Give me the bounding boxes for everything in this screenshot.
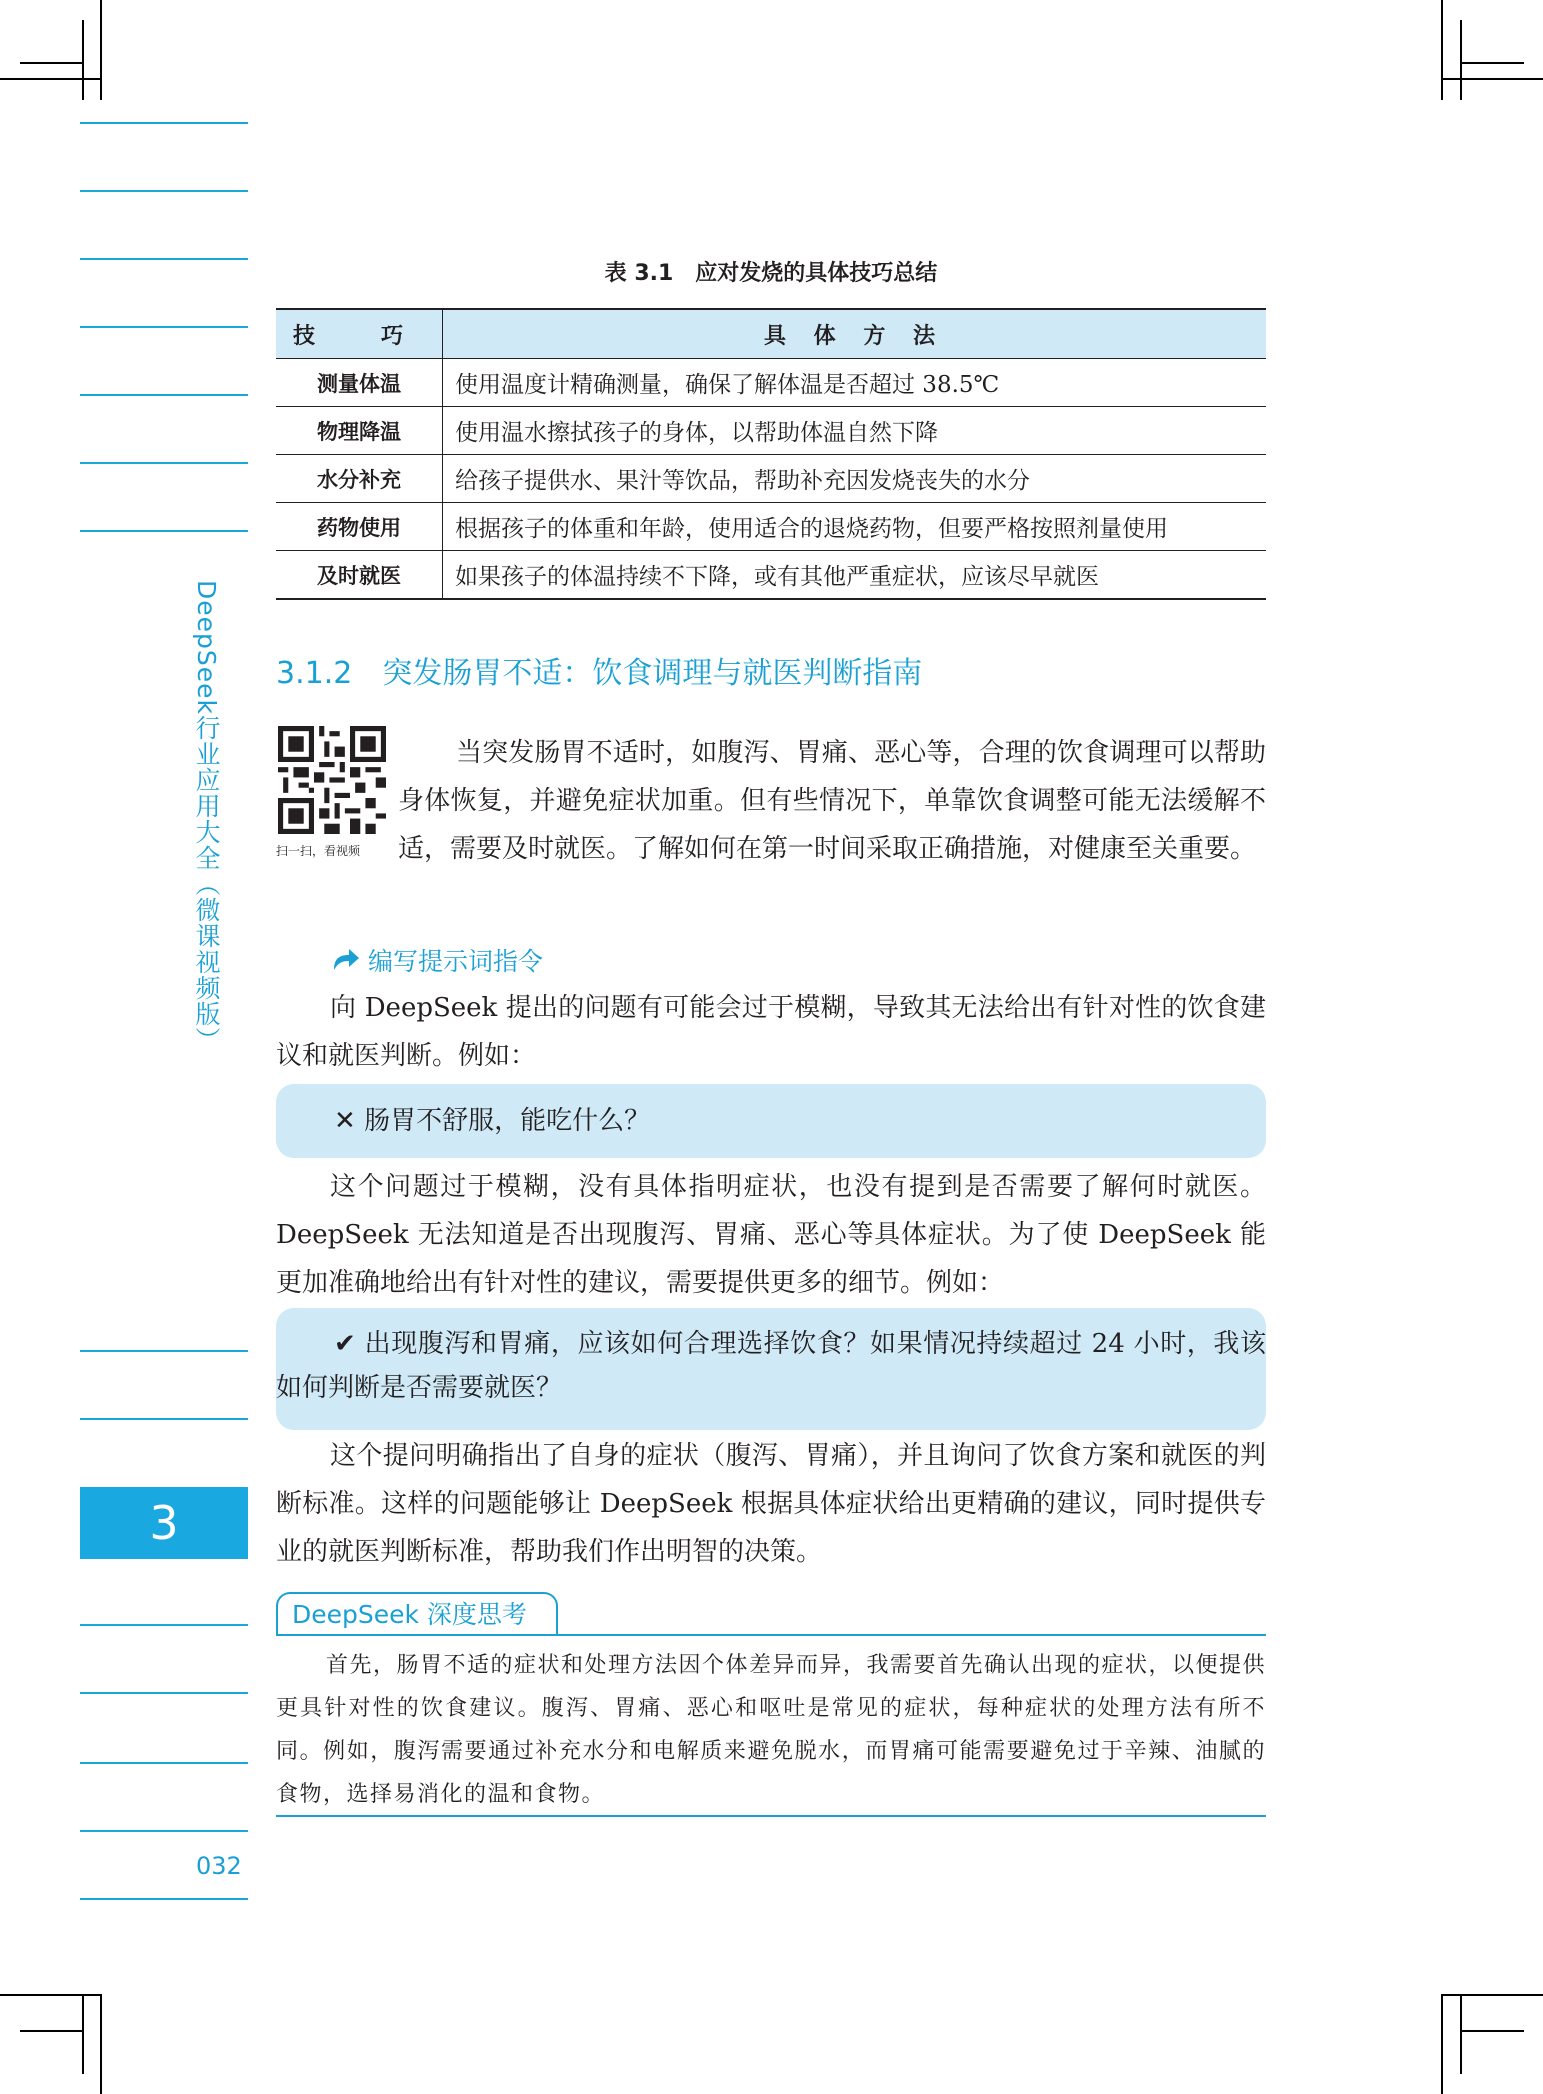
check-icon: ✔ [334, 1329, 356, 1359]
table-cell-method: 使用温度计精确测量，确保了解体温是否超过 38.5℃ [443, 359, 1267, 407]
crop-mark [1441, 1994, 1443, 2094]
table-row [276, 455, 1266, 503]
crop-mark [100, 1994, 102, 2094]
crop-mark [1460, 62, 1524, 64]
table-cell-tip: 药物使用 [276, 503, 443, 551]
qr-caption: 扫一扫，看视频 [276, 844, 361, 858]
margin-rule [80, 1830, 248, 1832]
qr-code-icon[interactable] [278, 726, 386, 834]
margin-rule [80, 1624, 248, 1626]
deep-think-top-rule [276, 1634, 1266, 1636]
page-number: 032 [196, 1852, 242, 1880]
crop-mark [0, 1994, 100, 1996]
paragraph-4 [276, 1432, 1266, 1576]
intro-paragraph [398, 729, 1266, 873]
paragraph-4-text: 这个提问明确指出了自身的症状（腹泻、胃痛），并且询问了饮食方案和就医的判断标准。这样的问题能够让 DeepSeek 根据具体症状给出更精确的建议，同时提供专业的就医判断标准，帮助我们作出明智的决策。 [276, 1441, 1266, 1567]
prompt-heading: 编写提示词指令 [368, 947, 544, 976]
tips-table [276, 308, 1266, 600]
bad-prompt [334, 1099, 650, 1143]
crop-mark [1460, 1994, 1462, 2074]
paragraph-2-text: 向 DeepSeek 提出的问题有可能会过于模糊，导致其无法给出有针对性的饮食建议和就医判断。例如： [276, 993, 1266, 1071]
deep-think-label: DeepSeek 深度思考 [276, 1592, 558, 1634]
margin-rule [80, 1350, 248, 1352]
good-prompt-text: 出现腹泻和胃痛，应该如何合理选择饮食？如果情况持续超过 24 小时，我该如何判断是否需要就医？ [276, 1329, 1267, 1403]
cross-icon: ✕ [334, 1106, 356, 1136]
crop-mark [20, 62, 84, 64]
crop-mark [82, 20, 84, 100]
chapter-number-tab: 3 [80, 1487, 248, 1559]
margin-rule [80, 1898, 248, 1900]
crop-mark [82, 1994, 84, 2074]
margin-rule [80, 1418, 248, 1420]
table-cell-tip: 水分补充 [276, 455, 443, 503]
deep-think-content: 首先，肠胃不适的症状和处理方法因个体差异而异，我需要首先确认出现的症状，以便提供更具针对性的饮食建议。腹泻、胃痛、恶心和呕吐是常见的症状，每种症状的处理方法有所不同。例如，腹泻需要通过补充水分和电解质来避免脱水，而胃痛可能需要避免过于辛辣、油腻的食物，选择易消化的温和食物。 [276, 1653, 1267, 1807]
table-cell-tip: 物理降温 [276, 407, 443, 455]
crop-mark [1460, 2030, 1524, 2032]
crop-mark [20, 2030, 84, 2032]
margin-rule [80, 1762, 248, 1764]
table-row [276, 407, 1266, 455]
crop-mark [0, 78, 100, 80]
book-side-title: DeepSeek行业应用大全（微课视频版） [192, 580, 221, 1053]
table-header-tip: 技 巧 [276, 309, 443, 359]
margin-rule [80, 326, 248, 328]
deep-think-text [276, 1644, 1266, 1816]
table-cell-method: 如果孩子的体温持续不下降，或有其他严重症状，应该尽早就医 [443, 551, 1267, 600]
good-prompt [276, 1322, 1266, 1410]
table-cell-tip: 及时就医 [276, 551, 443, 600]
deep-think-bottom-rule [276, 1815, 1266, 1817]
table-cell-tip: 测量体温 [276, 359, 443, 407]
margin-rule [80, 462, 248, 464]
paragraph-3-text: 这个问题过于模糊，没有具体指明症状，也没有提到是否需要了解何时就医。DeepSeek 无法知道是否出现腹泻、胃痛、恶心等具体症状。为了使 DeepSeek 能更加准确地给出有针对性的建议，需要提供更多的细节。例如： [276, 1172, 1266, 1298]
margin-rule [80, 258, 248, 260]
margin-rule [80, 1692, 248, 1694]
table-cell-method: 根据孩子的体重和年龄，使用适合的退烧药物，但要严格按照剂量使用 [443, 503, 1267, 551]
intro-text: 当突发肠胃不适时，如腹泻、胃痛、恶心等，合理的饮食调理可以帮助身体恢复，并避免症状加重。但有些情况下，单靠饮食调整可能无法缓解不适，需要及时就医。了解如何在第一时间采取正确措施，对健康至关重要。 [398, 738, 1266, 864]
table-row [276, 503, 1266, 551]
paragraph-3 [276, 1163, 1266, 1307]
crop-mark [1443, 78, 1543, 80]
table-header-method: 具 体 方 法 [443, 309, 1267, 359]
section-title: 3.1.2 突发肠胃不适：饮食调理与就医判断指南 [276, 656, 923, 691]
margin-rule [80, 122, 248, 124]
margin-rule [80, 394, 248, 396]
margin-rule [80, 190, 248, 192]
table-caption: 表 3.1 应对发烧的具体技巧总结 [604, 261, 938, 286]
table-cell-method: 给孩子提供水、果汁等饮品，帮助补充因发烧丧失的水分 [443, 455, 1267, 503]
margin-rule [80, 530, 248, 532]
table-cell-method: 使用温水擦拭孩子的身体，以帮助体温自然下降 [443, 407, 1267, 455]
paragraph-2 [276, 984, 1266, 1080]
crop-mark [1443, 1994, 1543, 1996]
crop-mark [100, 0, 102, 100]
crop-mark [1460, 20, 1462, 100]
table-row [276, 551, 1266, 600]
bad-prompt-text: 肠胃不舒服，能吃什么？ [364, 1106, 651, 1136]
crop-mark [1441, 0, 1443, 100]
table-row [276, 359, 1266, 407]
share-arrow-icon [330, 946, 360, 972]
